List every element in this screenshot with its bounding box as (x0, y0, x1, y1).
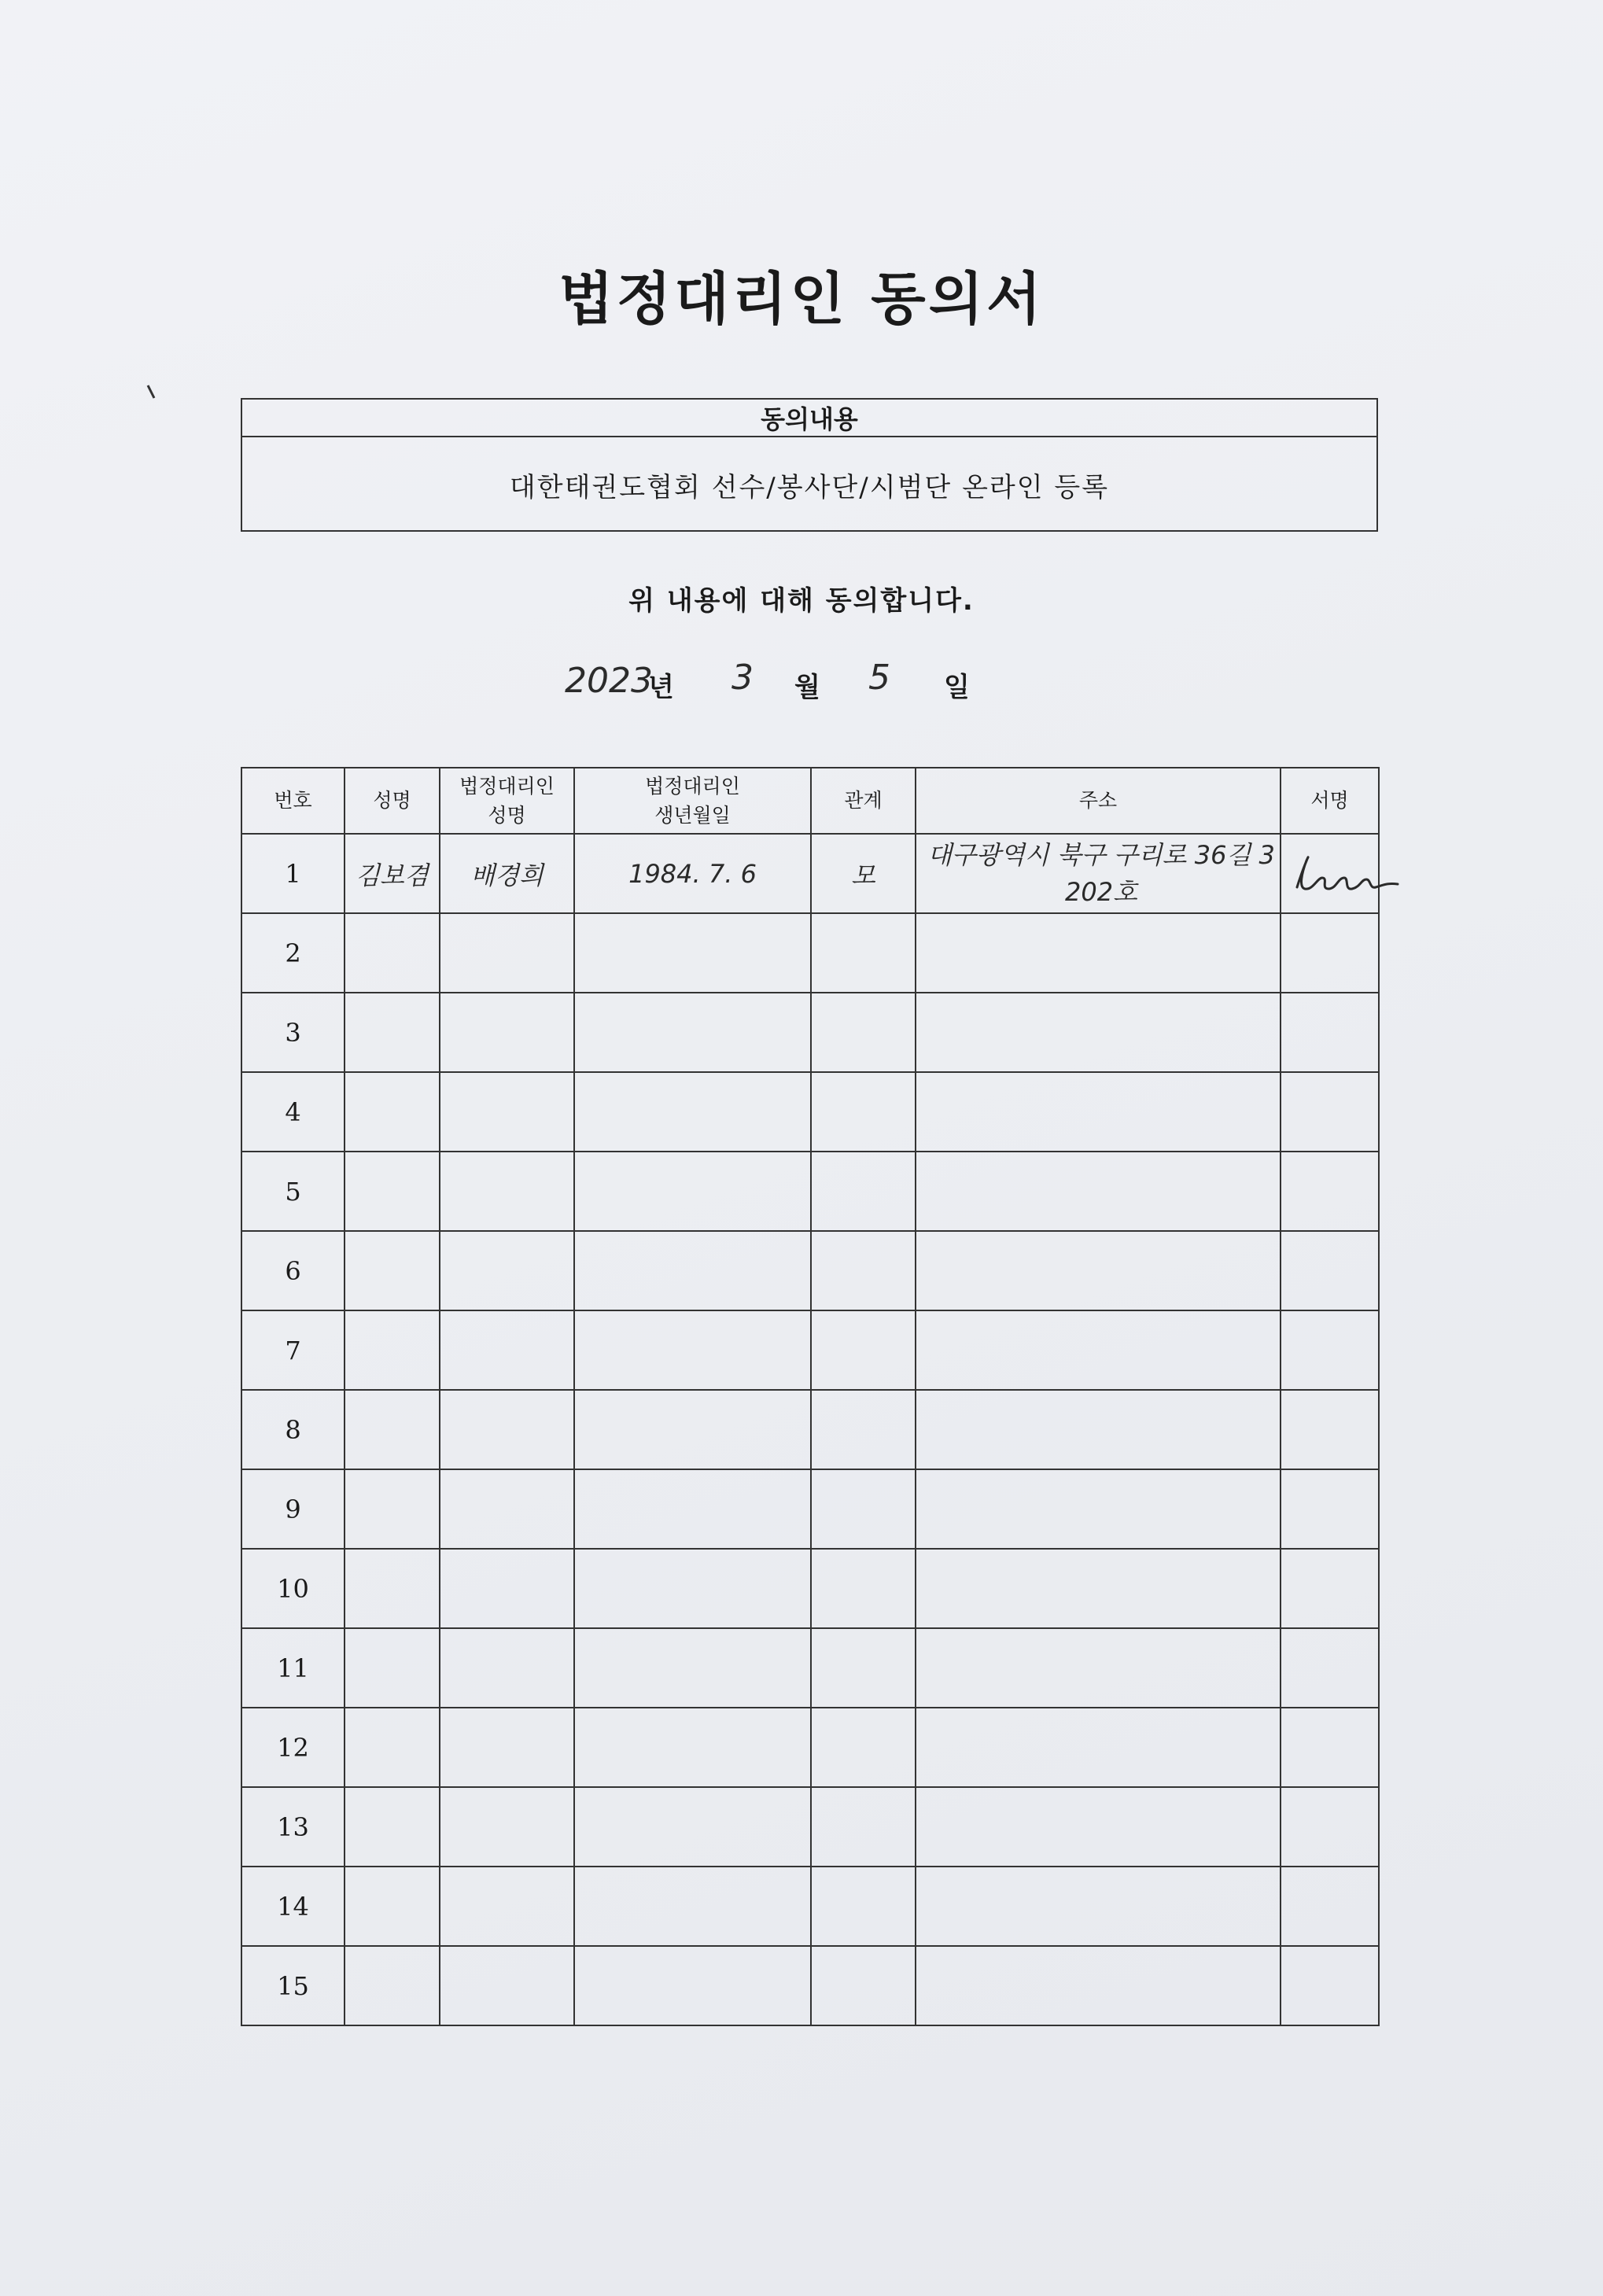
table-row (241, 1469, 1379, 1549)
table-row (241, 1787, 1379, 1867)
consent-roster-table (241, 767, 1380, 2026)
date-month: 3 (731, 658, 754, 698)
date-day-unit: 일 (944, 672, 970, 703)
date-day: 5 (868, 658, 890, 698)
cell-no: 7 (241, 1310, 345, 1390)
consent-header: 동의내용 (242, 400, 1376, 437)
table-row (241, 1549, 1379, 1628)
table-row (241, 1628, 1379, 1708)
col-header-relation: 관계 (811, 768, 916, 834)
col-header-rep-name-line2: 성명 (488, 804, 526, 827)
date-year: 2023 (565, 661, 653, 701)
table-row (241, 993, 1379, 1072)
cell-no: 14 (241, 1867, 345, 1946)
consent-box (241, 398, 1378, 532)
cell-address (916, 834, 1281, 913)
cell-relation: 모 (811, 834, 916, 913)
table-row (241, 913, 1379, 993)
cell-address-line1: 대구광역시 북구 구리로 36길 3 (927, 840, 1275, 871)
table-row (241, 1231, 1379, 1310)
cell-name: 김보겸 (345, 834, 440, 913)
cell-no: 2 (241, 913, 345, 993)
table-row (241, 1946, 1379, 2025)
consent-body: 대한태권도협회 선수/봉사단/시범단 온라인 등록 (509, 471, 1110, 503)
col-header-name: 성명 (345, 768, 440, 834)
handwritten-signature (1281, 846, 1399, 901)
table-row (241, 834, 1379, 913)
cell-no: 5 (241, 1152, 345, 1231)
col-header-address: 주소 (916, 768, 1281, 834)
cell-no: 15 (241, 1946, 345, 2025)
cell-no: 6 (241, 1231, 345, 1310)
col-header-rep-name-line1: 법정대리인 (459, 774, 555, 798)
table-row (241, 1310, 1379, 1390)
cell-no: 12 (241, 1708, 345, 1787)
date-year-unit: 년 (648, 672, 674, 703)
table-row (241, 1072, 1379, 1152)
table-row (241, 1152, 1379, 1231)
cell-rep-name: 배경희 (440, 834, 574, 913)
table-row (241, 1708, 1379, 1787)
cell-no: 1 (241, 834, 345, 913)
cell-no: 11 (241, 1628, 345, 1708)
cell-signature (1281, 834, 1379, 913)
stray-pen-mark (146, 384, 157, 404)
col-header-rep-birth-line1: 법정대리인 (645, 774, 740, 798)
table-row (241, 1390, 1379, 1469)
cell-no: 4 (241, 1072, 345, 1152)
cell-no: 10 (241, 1549, 345, 1628)
col-header-rep-birth-line2: 생년월일 (654, 804, 731, 827)
page-title: 법정대리인 동의서 (558, 266, 1045, 332)
table-header-row (241, 768, 1379, 834)
cell-no: 3 (241, 993, 345, 1072)
cell-no: 9 (241, 1469, 345, 1549)
agree-statement: 위 내용에 대해 동의합니다. (628, 585, 975, 617)
cell-rep-birth: 1984. 7. 6 (574, 834, 811, 913)
col-header-rep-birth (574, 768, 811, 834)
col-header-rep-name (440, 768, 574, 834)
col-header-signature: 서명 (1281, 768, 1379, 834)
date-month-unit: 월 (794, 672, 820, 703)
col-header-no: 번호 (241, 768, 345, 834)
table-row (241, 1867, 1379, 1946)
cell-address-line2: 202호 (1065, 876, 1137, 907)
cell-no: 8 (241, 1390, 345, 1469)
cell-no: 13 (241, 1787, 345, 1867)
